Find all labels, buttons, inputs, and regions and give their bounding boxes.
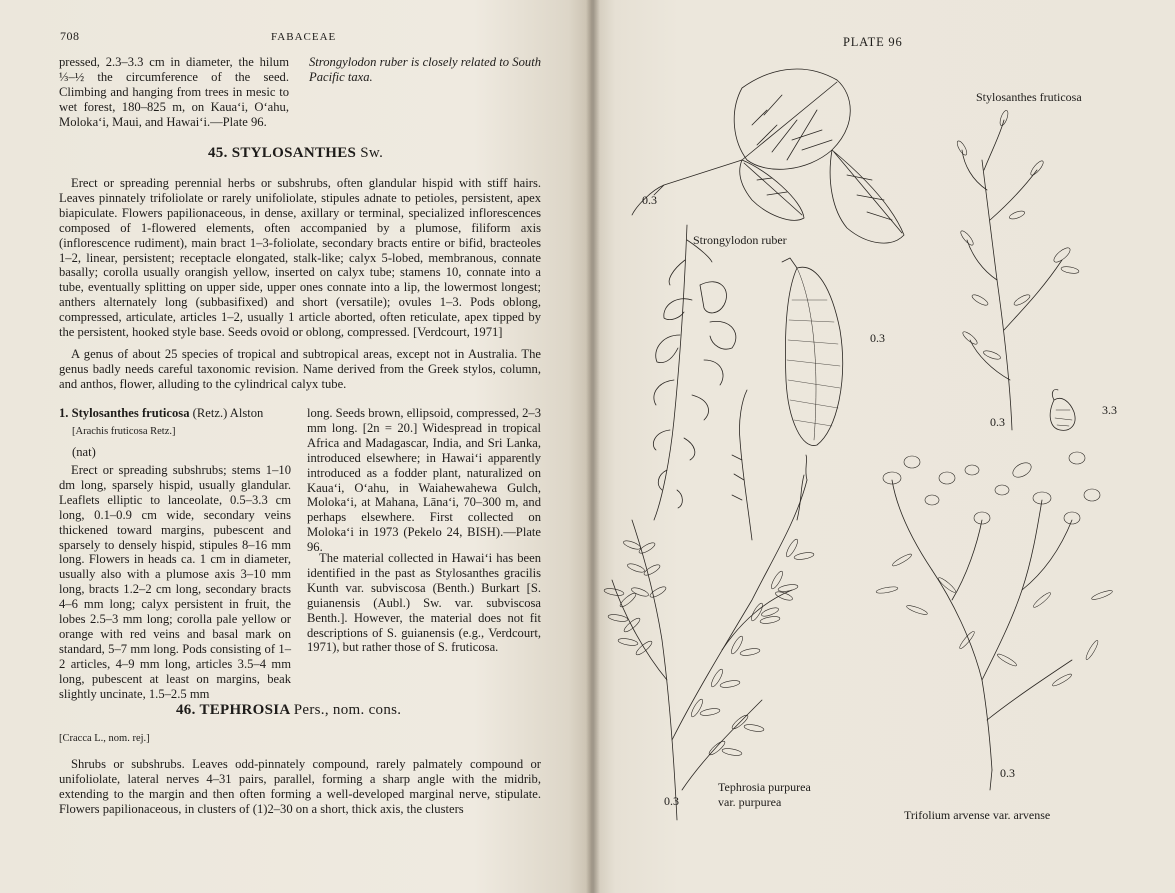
species-synonym: [Arachis fruticosa Retz.] bbox=[72, 426, 176, 437]
species-note-text: The material collected in Hawai‘i has been identified in the past as Stylosanthes gracilis Kunth var. subviscosa (Benth.) Burkart [S. guianensis (Aubl.) Sw. var. subviscosa Benth.]. However, the material does not fit descriptions of S. guianensis (e.g., Verdcourt, 1971), but rather those of S. fruticosa. bbox=[307, 551, 541, 655]
label-trifolium: Trifolium arvense var. arvense bbox=[904, 808, 1051, 822]
genus-name: TEPHROSIA bbox=[199, 702, 290, 718]
tephrosia-description-text: Shrubs or subshrubs. Leaves odd-pinnately compound, rarely palmately compound or unifoliolate, lateral nerves 4–31 pairs, parallel, forming a sharp angle with the midrib, extending to the margin and then often forming a well-developed marginal nerve, stipulate. Flowers papilionaceous, in clusters of (1)2–30 on a short, thick axis, the clusters bbox=[59, 757, 541, 816]
label-tephrosia-2: var. purpurea bbox=[718, 795, 782, 809]
right-page bbox=[592, 0, 1175, 893]
scale-strongylodon-pod: 0.3 bbox=[870, 331, 885, 345]
strongylodon-pod bbox=[782, 258, 843, 446]
species-name: Stylosanthes fruticosa bbox=[71, 406, 190, 420]
genus-number: 45. bbox=[208, 145, 228, 161]
genus-author: Sw. bbox=[360, 145, 384, 161]
col1-top-text: pressed, 2.3–3.3 cm in diameter, the hilum ⅓–½ the circumference of the seed. Climbing and hanging from trees in mesic to wet forest, 180–825 m, on Kaua‘i, O‘ahu, Moloka‘i, Maui, and Hawai‘i.—Plate 96. bbox=[59, 55, 289, 129]
genus-heading-tephrosia bbox=[176, 702, 401, 719]
botanical-illustration bbox=[592, 0, 1175, 893]
label-tephrosia-1: Tephrosia purpurea bbox=[718, 780, 811, 794]
book-gutter bbox=[586, 0, 600, 893]
tephrosia-plant bbox=[604, 390, 815, 820]
genus-synonym: [Cracca L., nom. rej.] bbox=[59, 733, 150, 744]
scale-stylosanthes-detail: 3.3 bbox=[1102, 403, 1117, 417]
species-description-cont bbox=[307, 406, 541, 555]
running-head: FABACEAE bbox=[271, 31, 337, 43]
species-description-text: Erect or spreading subshrubs; stems 1–10 dm long, sparsely hispid, usually glandular. Leaflets elliptic to lanceolate, 0.5–3.3 cm long, 0.1–0.9 cm wide, secondary veins thickened toward margins, pubescent and sparsely to densely hispid, stipules 8–16 mm long. Flowers in heads ca. 1 cm in diameter, usually also with a plumose axis 3–10 mm long, bracts 1.2–2 cm long, secondary bracts 4–6 mm long; calyx persistent in fruit, the lobes 2.5–3 mm long; corolla pale yellow or orange with red veins and basal mark on standard, 5–7 mm long. Pods consisting of 1–2 articles, 4–9 mm long, articles 3.5–4 mm long, pubescent at least on margins, beak slightly uncinate, 1.5–2.5 mm bbox=[59, 463, 291, 701]
scale-stylosanthes: 0.3 bbox=[990, 415, 1005, 429]
genus-number: 46. bbox=[176, 702, 196, 718]
genus-description-text: Erect or spreading perennial herbs or subshrubs, often glandular hispid with stiff hairs. Leaves pinnately trifoliolate or rarely unifoliolate, stipules adnate to petioles, persistent, apex biapiculate. Flowers papilionaceous, in dense, axillary or terminal, specialized inflorescences composed of 1-flowered elements, often accompanied by a plumose, filiform axis (inflorescence rudiment), main bract 1–3-foliolate, secondary bracts entire or bifid, bracteoles 1–2, linear, persistent; receptacle elongated, stalk-like; calyx 5-lobed, membranous, connate basally; corolla usually orangish yellow, inserted on calyx tube; stamens 10, connate into a tube, eventually splitting on upper side, upper ones connate into a lip, the lowermost longest; anthers alternately long (subbasifixed) and short (versatile); ovules 1–3. Pods oblong, compressed, articulate, articles 1–2, usually 1 article aborted, often reticulate, apex tipped by the persistent, hooked style base. Seeds ovoid or oblong, compressed. [Verdcourt, 1971] bbox=[59, 176, 541, 340]
genus-note bbox=[59, 347, 541, 392]
species-number: 1. bbox=[59, 406, 69, 420]
species-description bbox=[59, 463, 291, 702]
species-status: (nat) bbox=[72, 445, 96, 459]
species-description-cont-text: long. Seeds brown, ellipsoid, compressed, 2–3 mm long. [2n = 20.] Widespread in tropical Africa and Madagascar, India, and Sri Lanka, introduced elsewhere; in Hawai‘i apparently introduced as a fodder plant, naturalized on Kaua‘i, O‘ahu, in Waiahewahewa Gulch, Moloka‘i, at Mahana, Lāna‘i, 70–300 m, and perhaps elsewhere. First collected on Moloka‘i in 1973 (Pekelo 24, BISH).—Plate 96. bbox=[307, 406, 542, 555]
scale-trifolium: 0.3 bbox=[1000, 766, 1015, 780]
tephrosia-description bbox=[59, 757, 541, 817]
strongylodon-raceme bbox=[653, 225, 736, 520]
plate-title: PLATE 96 bbox=[843, 35, 903, 49]
scale-tephrosia: 0.3 bbox=[664, 794, 679, 808]
genus-description bbox=[59, 176, 541, 340]
species-heading bbox=[59, 406, 291, 421]
trifolium-plant bbox=[876, 452, 1113, 790]
strongylodon-leaves bbox=[632, 69, 904, 243]
species-note bbox=[307, 551, 541, 655]
genus-name: STYLOSANTHES bbox=[231, 145, 357, 161]
label-strongylodon: Strongylodon ruber bbox=[693, 233, 787, 247]
species-author: (Retz.) Alston bbox=[192, 406, 264, 420]
page-number: 708 bbox=[60, 29, 80, 43]
genus-note-text: A genus of about 25 species of tropical and subtropical areas, except not in Australia. The genus badly needs careful taxonomic revision. Name derived from the Greek stylos, column, and anthos, flower, alluding to the cylindrical calyx tube. bbox=[59, 347, 541, 391]
label-stylosanthes: Stylosanthes fruticosa bbox=[976, 90, 1082, 104]
scale-strongylodon-leaf: 0.3 bbox=[642, 193, 657, 207]
genus-heading-stylosanthes bbox=[208, 145, 383, 162]
stylosanthes-plant bbox=[955, 109, 1079, 430]
col2-top-text: Strongylodon ruber is closely related to South Pacific taxa. bbox=[309, 55, 541, 84]
genus-author: Pers., nom. cons. bbox=[293, 702, 402, 718]
